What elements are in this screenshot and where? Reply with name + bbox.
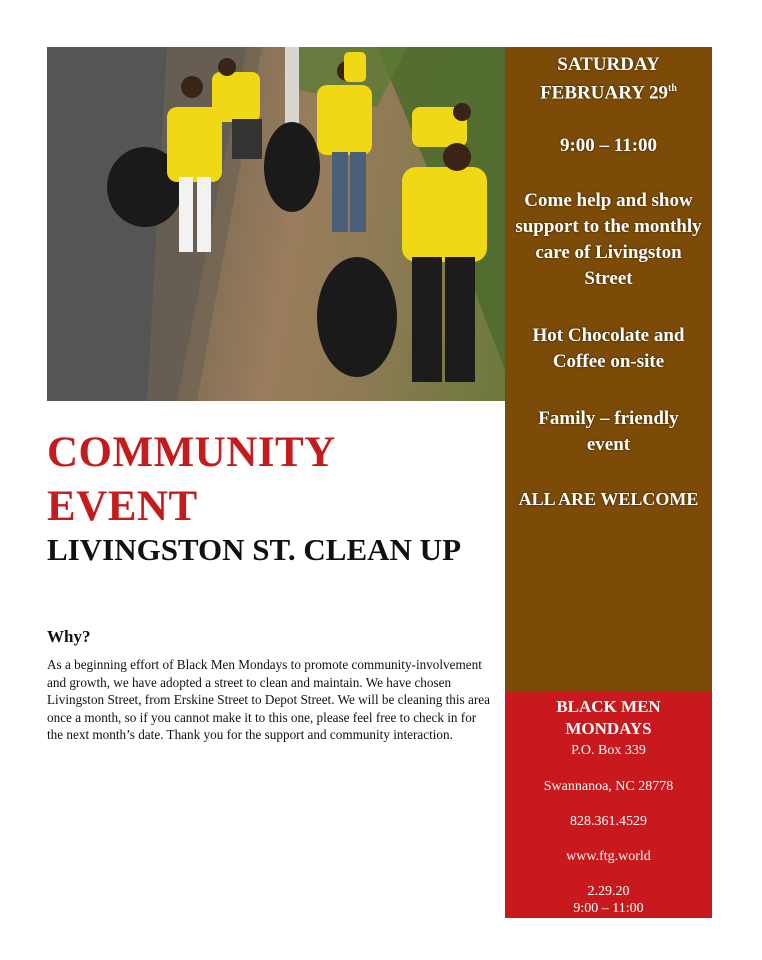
event-time-short: 9:00 – 11:00 bbox=[573, 901, 644, 916]
family-friendly-text: Family – friendly event bbox=[538, 408, 679, 455]
event-date-text: FEBRUARY 29 bbox=[540, 82, 669, 104]
why-body-text: As a beginning effort of Black Men Mondays to promote community-involvement and growth, we have adopted a street to clean and maintain. We have chosen Livingston Street, from Erskine Street to Depot Street. We will be cleaning this area once a month, so if you cannot make it to this one, please feel free to check in for the next month’s date. Thank you for the support and community interaction. bbox=[47, 657, 490, 742]
all-welcome-text: ALL ARE WELCOME bbox=[518, 489, 699, 509]
website-link[interactable]: www.ftg.world bbox=[566, 849, 651, 864]
phone-number: 828.361.4529 bbox=[570, 814, 647, 829]
refreshments-text: Hot Chocolate and Coffee on-site bbox=[532, 325, 685, 372]
why-heading: Why? bbox=[47, 627, 91, 646]
event-date bbox=[505, 76, 712, 106]
event-date-suffix: th bbox=[668, 83, 677, 94]
headline-line1: COMMUNITY bbox=[47, 429, 336, 476]
support-text: Come help and show support to the monthly care of Livingston Street bbox=[515, 190, 702, 289]
city-address: Swannanoa, NC 28778 bbox=[543, 779, 674, 794]
event-date-short: 2.29.20 bbox=[587, 884, 630, 899]
event-day: SATURDAY bbox=[557, 54, 660, 75]
po-box: P.O. Box 339 bbox=[571, 743, 646, 758]
subheadline: LIVINGSTON ST. CLEAN UP bbox=[47, 532, 462, 567]
event-time: 9:00 – 11:00 bbox=[559, 135, 658, 156]
headline-line2: EVENT bbox=[47, 483, 198, 530]
headline bbox=[47, 426, 336, 534]
org-name: BLACK MEN MONDAYS bbox=[556, 697, 661, 738]
